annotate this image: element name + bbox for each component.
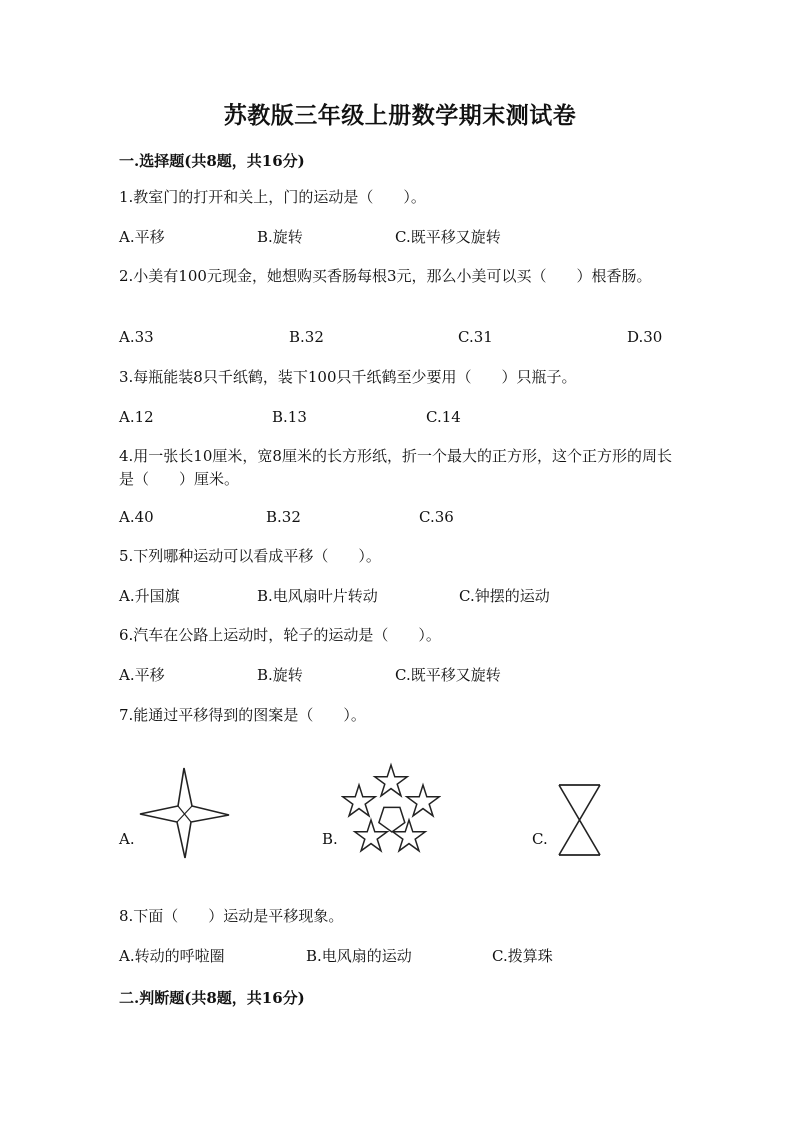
- star-cluster-icon: [341, 762, 441, 858]
- question-5-option-b: B.电风扇叶片转动: [257, 587, 378, 605]
- question-5-option-c: C.钟摆的运动: [459, 587, 550, 605]
- question-1-option-a: A.平移: [119, 228, 165, 246]
- question-6-text: 6.汽车在公路上运动时，轮子的运动是（ ）。: [119, 626, 441, 644]
- question-7-option-c: C.: [532, 830, 548, 848]
- question-6-option-a: A.平移: [119, 666, 165, 684]
- question-5-option-a: A.升国旗: [119, 587, 180, 605]
- section-heading-choice: 一.选择题(共8题，共16分): [119, 152, 305, 170]
- question-7-text: 7.能通过平移得到的图案是（ ）。: [119, 706, 366, 724]
- question-8-option-b: B.电风扇的运动: [306, 947, 412, 965]
- question-2-option-c: C.31: [458, 328, 493, 346]
- question-6-option-c: C.既平移又旋转: [395, 666, 501, 684]
- question-1-text: 1.教室门的打开和关上，门的运动是（ ）。: [119, 188, 426, 206]
- question-1-option-c: C.既平移又旋转: [395, 228, 501, 246]
- question-4-option-a: A.40: [119, 508, 154, 526]
- question-7-option-a: A.: [119, 830, 135, 848]
- question-4-option-c: C.36: [419, 508, 454, 526]
- question-8-option-a: A.转动的呼啦圈: [119, 947, 225, 965]
- question-2-option-b: B.32: [289, 328, 324, 346]
- question-4-text: 4.用一张长10厘米，宽8厘米的长方形纸，折一个最大的正方形，这个正方形的周长是（ ）厘米。: [119, 447, 672, 488]
- question-3-option-a: A.12: [119, 408, 154, 426]
- question-8-text: 8.下面（ ）运动是平移现象。: [119, 907, 344, 925]
- question-5-text: 5.下列哪种运动可以看成平移（ ）。: [119, 547, 381, 565]
- question-7-option-b: B.: [322, 830, 338, 848]
- question-2-option-d: D.30: [627, 328, 663, 346]
- question-4-option-b: B.32: [266, 508, 301, 526]
- question-2-text: 2.小美有100元现金，她想购买香肠每根3元，那么小美可以买（ ）根香肠。: [119, 267, 652, 285]
- exam-title: 苏教版三年级上册数学期末测试卷: [223, 102, 577, 129]
- question-3-text: 3.每瓶能装8只千纸鹤，装下100只千纸鹤至少要用（ ）只瓶子。: [119, 368, 577, 386]
- question-3-option-c: C.14: [426, 408, 461, 426]
- question-8-option-c: C.拨算珠: [492, 947, 553, 965]
- question-2-option-a: A.33: [119, 328, 154, 346]
- hourglass-icon: [554, 782, 606, 858]
- four-point-star-icon: [137, 766, 233, 862]
- question-6-option-b: B.旋转: [257, 666, 303, 684]
- question-1-option-b: B.旋转: [257, 228, 303, 246]
- question-3-option-b: B.13: [272, 408, 307, 426]
- section-heading-judgment: 二.判断题(共8题，共16分): [119, 989, 305, 1007]
